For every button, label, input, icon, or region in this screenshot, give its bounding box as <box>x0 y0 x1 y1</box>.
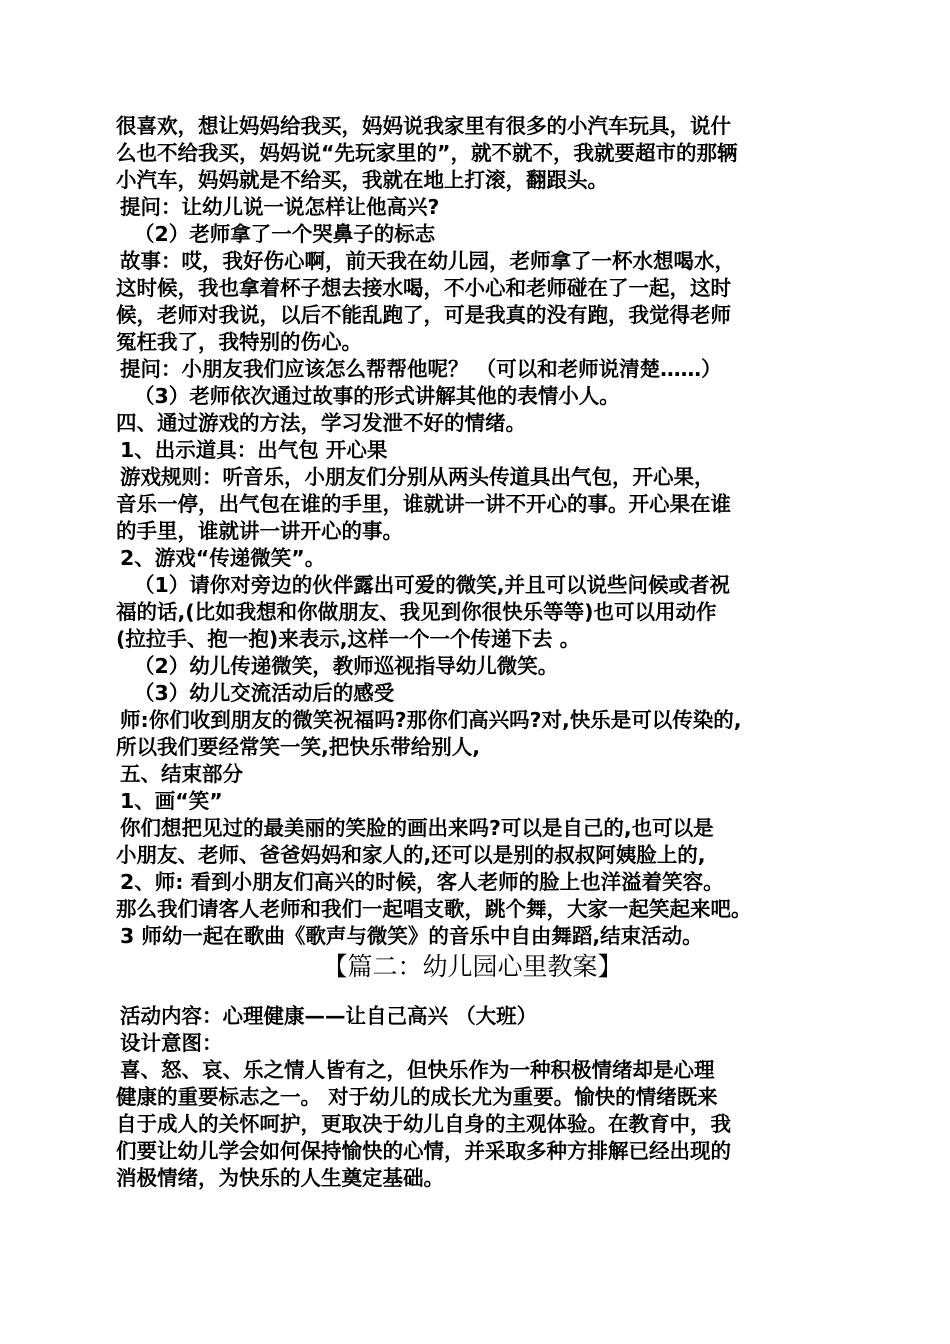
text-line: 提问：让幼儿说一说怎样让他高兴? <box>120 195 440 219</box>
text-line: 音乐一停，出气包在谁的手里，谁就讲一讲不开心的事。开心果在谁 <box>116 492 731 516</box>
lesson-plan-part-two <box>116 1003 851 1192</box>
text-line: （2）幼儿传递微笑，教师巡视指导幼儿微笑。 <box>134 654 559 678</box>
text-line: 候，老师对我说，以后不能乱跑了，可是我真的没有跑，我觉得老师 <box>116 303 731 327</box>
text-line: 所以我们要经常笑一笑,把快乐带给别人, <box>116 735 481 759</box>
text-line: 冤枉我了，我特别的伤心。 <box>116 330 362 354</box>
text-line: 自于成人的关怀呵护，更取决于幼儿自身的主观体验。在教育中，我 <box>116 1112 731 1136</box>
text-line: 活动内容：心理健康——让自己高兴 （大班） <box>120 1004 538 1028</box>
text-line: 五、结束部分 <box>120 762 243 786</box>
text-line: 很喜欢，想让妈妈给我买，妈妈说我家里有很多的小汽车玩具，说什 <box>116 114 731 138</box>
text-line: 消极情绪，为快乐的人生奠定基础。 <box>116 1166 444 1190</box>
text-line: 师:你们收到朋友的微笑祝福吗?那你们高兴吗?对,快乐是可以传染的, <box>120 708 742 732</box>
lesson-plan-part-one <box>116 113 851 950</box>
text-line: 游戏规则：听音乐，小朋友们分别从两头传道具出气包，开心果， <box>120 465 715 489</box>
text-line: 小汽车，妈妈就是不给买，我就在地上打滚，翻跟头。 <box>116 168 608 192</box>
text-line: 健康的重要标志之一。 对于幼儿的成长尤为重要。愉快的情绪既来 <box>116 1085 718 1109</box>
text-line: 提问：小朋友我们应该怎么帮帮他呢？ （可以和老师说清楚……） <box>120 357 722 381</box>
text-line: 你们想把见过的最美丽的笑脸的画出来吗?可以是自己的,也可以是 <box>120 816 714 840</box>
text-line: 四、通过游戏的方法，学习发泄不好的情绪。 <box>116 411 526 435</box>
text-line: 2、师: 看到小朋友们高兴的时候，客人老师的脸上也洋溢着笑容。 <box>120 870 724 894</box>
text-line: （2）老师拿了一个哭鼻子的标志 <box>134 222 436 246</box>
text-line: 1、画“笑” <box>120 789 223 813</box>
text-line: 这时候，我也拿着杯子想去接水喝，不小心和老师碰在了一起，这时 <box>116 276 731 300</box>
text-line: （3）老师依次通过故事的形式讲解其他的表情小人。 <box>134 384 620 408</box>
text-line: （3）幼儿交流活动后的感受 <box>134 681 395 705</box>
text-line: 小朋友、老师、爸爸妈妈和家人的,还可以是别的叔叔阿姨脸上的, <box>116 843 706 867</box>
text-line: 的手里，谁就讲一讲开心的事。 <box>116 519 403 543</box>
text-line: 福的话,(比如我想和你做朋友、我见到你很快乐等等)也可以用动作 <box>116 600 717 624</box>
text-line: 那么我们请客人老师和我们一起唱支歌，跳个舞，大家一起笑起来吧。 <box>116 897 752 921</box>
text-line: 故事：哎，我好伤心啊，前天我在幼儿园，老师拿了一杯水想喝水， <box>120 249 735 273</box>
text-line: 3 师幼一起在歌曲《歌声与微笑》的音乐中自由舞蹈,结束活动。 <box>120 924 703 948</box>
text-line: 设计意图： <box>120 1031 223 1055</box>
text-line: 1、出示道具：出气包 开心果 <box>120 438 388 462</box>
text-line: 们要让幼儿学会如何保持愉快的心情，并采取多种方排解已经出现的 <box>116 1139 731 1163</box>
text-line: 么也不给我买，妈妈说“先玩家里的”，就不就不，我就要超市的那辆 <box>116 141 738 165</box>
text-line: 2、游戏“传递微笑”。 <box>120 546 326 570</box>
section-heading: 【篇二：幼儿园心里教案】 <box>322 952 623 981</box>
text-line: (拉拉手、抱一抱)来表示,这样一个一个传递下去 。 <box>116 627 581 651</box>
text-line: 喜、怒、哀、乐之情人皆有之，但快乐作为一种积极情绪却是心理 <box>120 1058 715 1082</box>
text-line: （1）请你对旁边的伙伴露出可爱的微笑,并且可以说些问候或者祝 <box>134 573 731 597</box>
document-body <box>116 113 851 1192</box>
